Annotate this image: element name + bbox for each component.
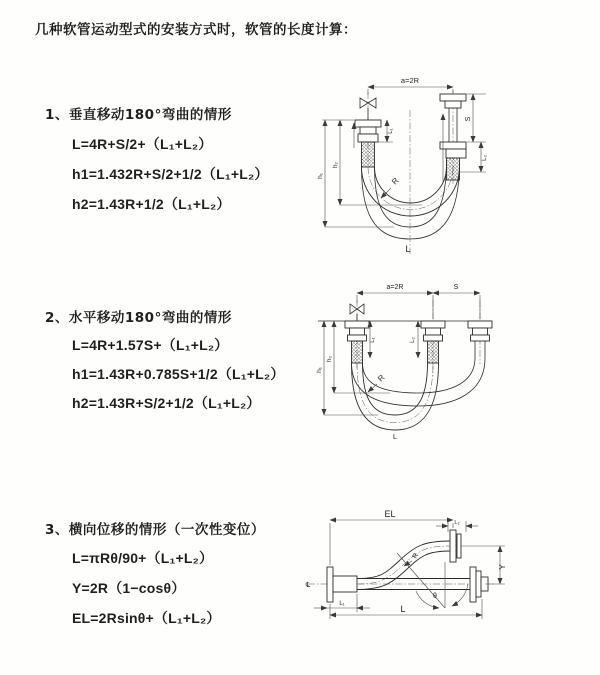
dim-label-s: S	[453, 284, 459, 291]
radius-label: R	[376, 372, 387, 384]
hose-u-bend-position2	[352, 358, 486, 406]
dim-label-h1: h₁	[317, 173, 324, 179]
dim-label-l2: L₂	[454, 520, 460, 526]
section3-heading: 3、横向位移的情形（一次性变位）	[45, 522, 265, 538]
length-label: L	[393, 434, 397, 441]
formula-line: L=πRθ/90+（L₁+L₂）	[72, 550, 214, 566]
dim-label-l1: L₁	[339, 601, 345, 607]
section2-heading: 2、水平移动180°弯曲的情形	[45, 310, 232, 326]
formula-line: L=4R+S/2+（L₁+L₂）	[72, 136, 213, 152]
left-fitting	[345, 321, 369, 363]
left-fitting	[355, 120, 381, 167]
dim-label-h2: h₂	[332, 161, 339, 169]
formula-line: h2=1.43R+S/2+1/2（L₁+L₂）	[72, 395, 261, 411]
radius-label: R	[411, 552, 421, 560]
dim-label-l1: L₁	[388, 128, 394, 134]
formula-line: Y=2R（1−cosθ）	[72, 580, 186, 596]
radius-label: R	[390, 175, 401, 187]
dim-label-l: L	[400, 604, 406, 614]
dim-label-h1: h₁	[316, 367, 323, 373]
diagram-lateral-displacement	[300, 505, 600, 645]
dim-label-l2: L₂	[410, 337, 416, 343]
hose-s-curve	[357, 541, 450, 590]
dim-label-l2: L₂	[482, 155, 488, 161]
section1-heading: 1、垂直移动180°弯曲的情形	[45, 107, 232, 123]
dim-label-el: EL	[384, 509, 396, 519]
dim-label-l1: L₁	[370, 337, 376, 343]
hose-braid	[428, 341, 439, 363]
left-flange	[327, 567, 357, 602]
formula-line: EL=2Rsinθ+（L₁+L₂）	[72, 610, 221, 626]
dim-label-h2: h₂	[326, 355, 333, 363]
hose-braid	[362, 142, 375, 167]
diagram-vertical-180-bend	[310, 72, 590, 262]
dim-label-y: Y	[498, 564, 507, 570]
diagram-horizontal-180-bend	[310, 278, 600, 448]
length-label: L	[405, 244, 411, 254]
formula-line: L=4R+1.57S+（L₁+L₂）	[72, 337, 229, 353]
formula-line: h2=1.43R+1/2（L₁+L₂）	[72, 196, 231, 212]
hose-braid	[352, 341, 363, 363]
dim-label-a2r: a=2R	[400, 76, 420, 85]
formula-line: h1=1.43R+0.785S+1/2（L₁+L₂）	[72, 366, 285, 382]
page-title: 几种软管运动型式的安装方式时，软管的长度计算：	[35, 22, 357, 38]
formula-line: h1=1.432R+S/2+1/2（L₁+L₂）	[72, 166, 269, 182]
right-flange	[470, 567, 488, 602]
angle-label: θ	[433, 593, 437, 600]
upper-flange	[450, 530, 461, 562]
centerline-symbol: ℄	[305, 582, 311, 589]
middle-fitting	[421, 321, 445, 363]
angle-theta-construction	[397, 553, 468, 608]
dim-label-s: S	[465, 116, 472, 122]
dim-label-a2r: a=2R	[386, 284, 404, 291]
